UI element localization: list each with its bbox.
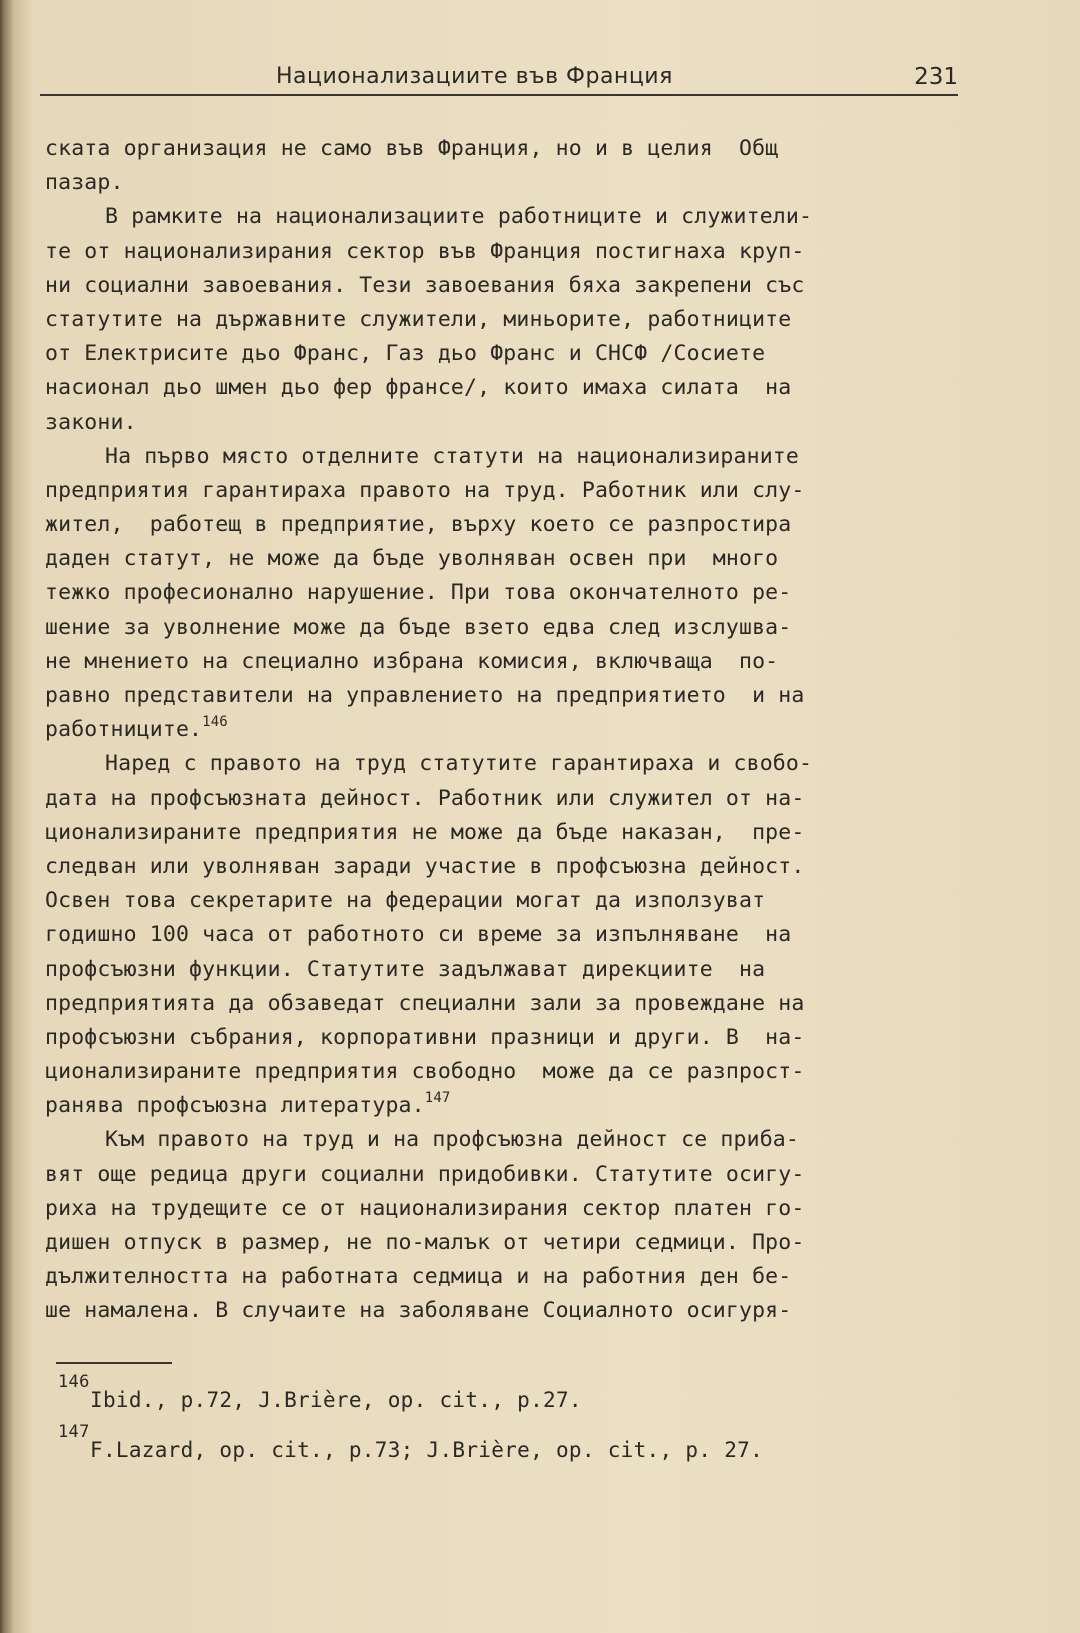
text-line: шение за уволнение може да бъде взето едва след изслушва-	[45, 614, 792, 640]
text-line: годишно 100 часа от работното си време за изпълняване на	[45, 922, 792, 948]
footnote-text: Ibid., p.72, J.Brière, op. cit., p.27.	[90, 1388, 582, 1412]
paragraph-1	[45, 132, 975, 200]
paragraph-3	[45, 440, 975, 748]
running-header	[40, 60, 958, 96]
text-line: дължителността на работната седмица и на работния ден бе-	[45, 1264, 792, 1290]
header-title: Национализациите във Франция	[276, 64, 673, 89]
text-line: дата на профсъюзната дейност. Работник или служител от на-	[45, 785, 805, 811]
text-line: даден статут, не може да бъде уволняван освен при много	[45, 546, 779, 572]
text-line: Към правото на труд и на профсъюзна дейност се приба-	[105, 1127, 799, 1153]
text-line-with-ref	[45, 1089, 975, 1123]
text-line: вят още редица други социални придобивки. Статутите осигу-	[45, 1161, 805, 1187]
text-line: следван или уволняван заради участие в профсъюзна дейност.	[45, 853, 805, 879]
text-line: тежко професионално нарушение. При това окончателното ре-	[45, 580, 792, 606]
text-line: жител, работещ в предприятие, върху което се разпростира	[45, 512, 792, 538]
text-line: ни социални завоевания. Тези завоевания бяха закрепени със	[45, 272, 805, 298]
text-line: предприятия гарантираха правото на труд. Работник или слу-	[45, 477, 805, 503]
text-line-with-ref	[45, 713, 975, 747]
text-line: профсъюзни функции. Статутите задължават дирекциите на	[45, 956, 766, 982]
text-line: В рамките на национализациите работниците и служители-	[105, 204, 813, 230]
footnote-text: F.Lazard, op. cit., p.73; J.Brière, op. cit., p. 27.	[90, 1438, 764, 1462]
text-line: предприятията да обзаведат специални зали за провеждане на	[45, 990, 805, 1016]
footnote-ref-146: 146	[202, 714, 228, 731]
text-line: равно представители на управлението на предприятието и на	[45, 683, 805, 708]
footnote-divider	[56, 1362, 172, 1364]
text-line: работниците.	[45, 717, 203, 743]
text-line: те от национализирания сектор във Франция постигнаха круп-	[45, 238, 805, 264]
body-text	[45, 132, 975, 1329]
paragraph-2	[45, 200, 975, 439]
paragraph-5	[45, 1123, 975, 1328]
text-line: статутите на държавните служители, миньорите, работниците	[45, 306, 792, 332]
text-line: насионал дьо шмен дьо фер франсе/, които имаха силата на	[45, 375, 792, 401]
text-line: Освен това секретарите на федерации могат да използуват	[45, 888, 766, 914]
paragraph-4	[45, 747, 975, 1123]
text-line: Наред с правото на труд статутите гарантираха и свобо-	[105, 751, 813, 777]
footnote-147	[58, 1422, 764, 1518]
footnote-number: 147	[58, 1422, 90, 1442]
footnote-number: 146	[58, 1372, 90, 1392]
text-line: профсъюзни събрания, корпоративни празници и други. В на-	[45, 1024, 805, 1050]
text-line: ранява профсъюзна литература.	[45, 1093, 425, 1119]
text-line: На първо място отделните статути на национализираните	[105, 443, 799, 469]
text-line: от Електрисите дьо Франс, Газ дьо Франс и СНСФ /Сосиете	[45, 341, 766, 367]
text-line: ската организация не само във Франция, но и в целия Общ	[45, 136, 779, 161]
page-number: 231	[914, 64, 958, 90]
text-line: дишен отпуск в размер, не по-малък от четири седмици. Про-	[45, 1230, 805, 1255]
text-line: не мнението на специално избрана комисия, включваща по-	[45, 648, 779, 674]
text-line: ше намалена. В случаите на заболяване Социалното осигуря-	[45, 1298, 792, 1324]
text-line: закони.	[45, 409, 137, 435]
footnote-ref-147: 147	[424, 1090, 451, 1107]
text-line: ционализираните предприятия свободно може да се разпрост-	[45, 1059, 805, 1085]
text-line: риха на трудещите се от национализирания сектор платен го-	[45, 1195, 805, 1221]
text-line: ционализираните предприятия не може да бъде наказан, пре-	[45, 819, 805, 845]
text-line: пазар.	[45, 170, 124, 196]
